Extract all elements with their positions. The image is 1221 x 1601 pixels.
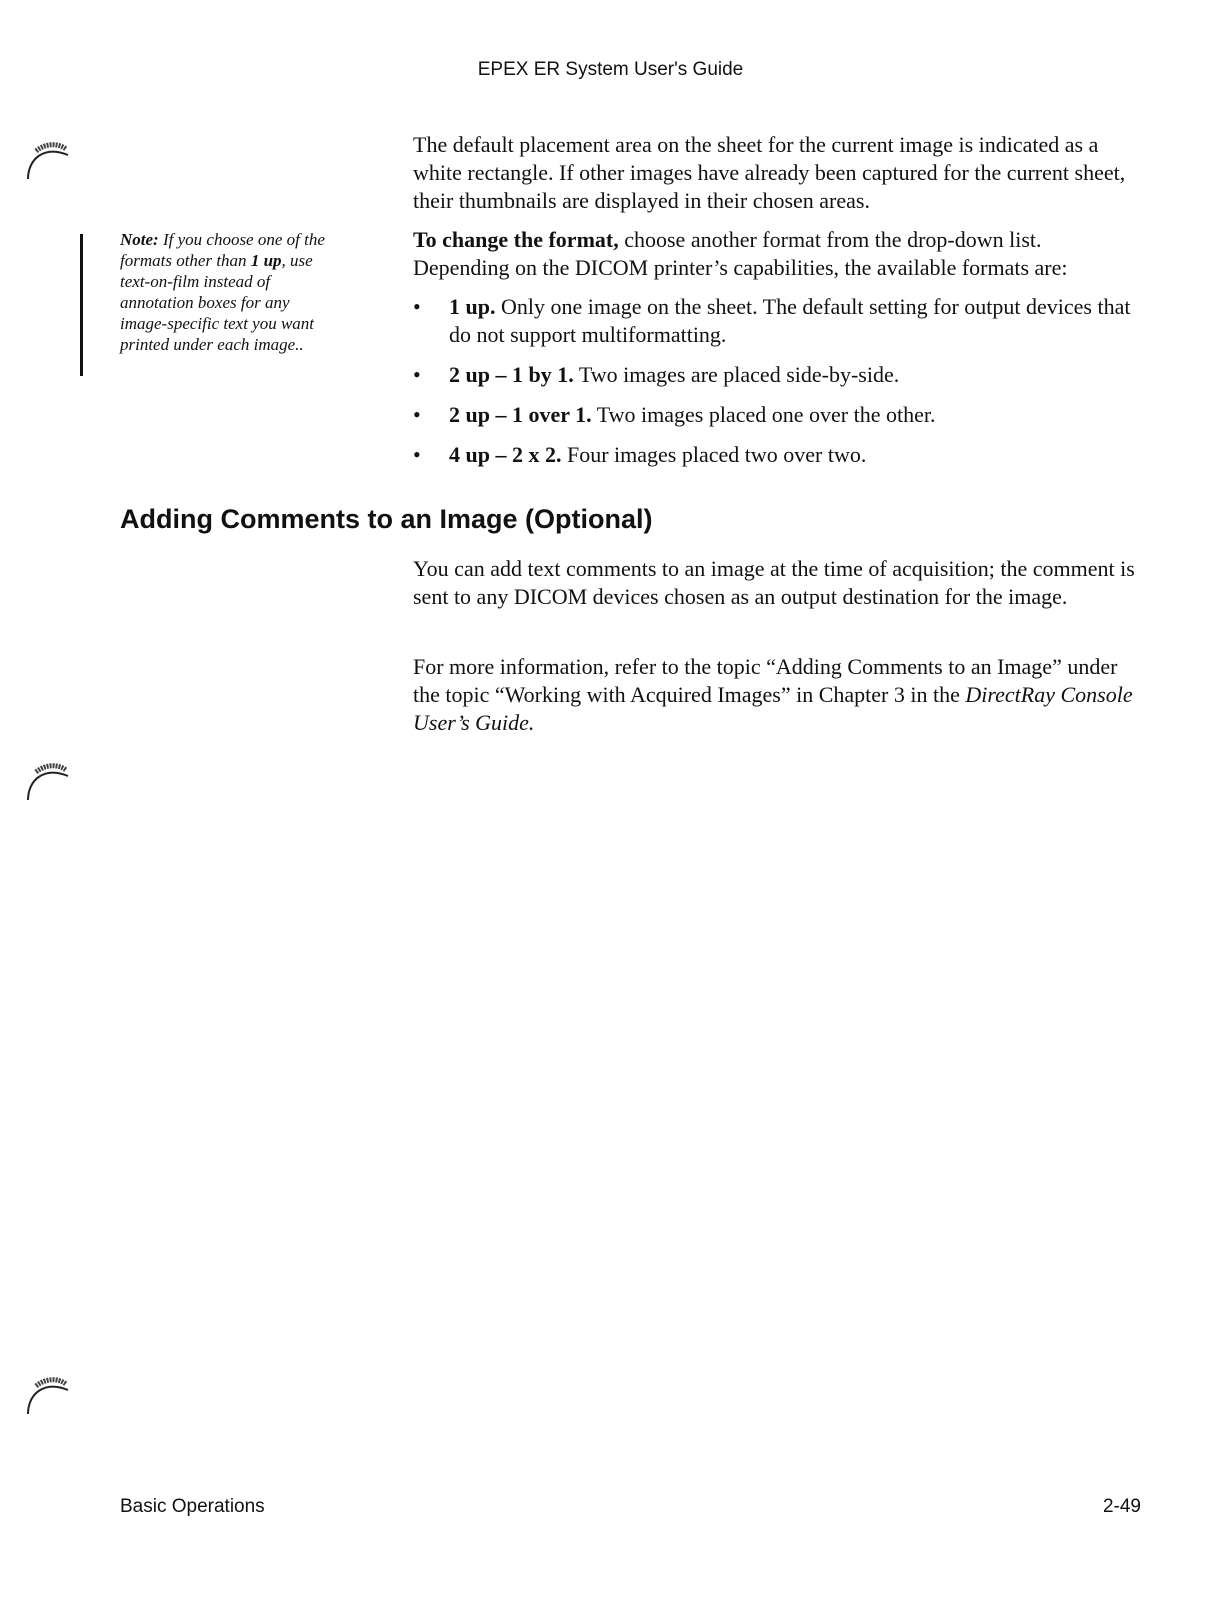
format-name: 2 up – 1 by 1. [449, 362, 574, 387]
more-info-paragraph [413, 653, 1143, 737]
change-format-paragraph [413, 226, 1143, 282]
change-bar [80, 234, 83, 376]
format-name: 2 up – 1 over 1. [449, 402, 592, 427]
bullet-icon: • [413, 442, 421, 467]
format-list-item [413, 361, 1143, 389]
running-header: EPEX ER System User's Guide [477, 59, 744, 80]
note-text-after: , use text-on-film instead of annotation boxes for any image-specific text you want printed under each image.. [120, 251, 315, 354]
punch-hole-mark-icon [22, 137, 74, 181]
change-format-body: choose another format from the drop-down list. Depending on the DICOM printer’s capabilities, the available formats are: [413, 227, 1068, 280]
format-description: Two images placed one over the other. [591, 402, 936, 427]
intro-paragraph [413, 131, 1143, 215]
format-list-item [413, 441, 1143, 469]
note-emphasis: 1 up [250, 251, 282, 270]
format-list [413, 293, 1143, 481]
section-heading: Adding Comments to an Image (Optional) [120, 504, 653, 534]
note-label: Note: [120, 230, 159, 249]
bullet-icon: • [413, 362, 421, 387]
change-format-lead: To change the format, [413, 227, 619, 252]
footer-page-number: 2-49 [1102, 1496, 1141, 1517]
side-note [120, 229, 370, 355]
comments-text: You can add text comments to an image at the time of acquisition; the comment is sent to any DICOM devices chosen as an output destination for the image. [413, 556, 1135, 609]
guide-reference: DirectRay Console User’s Guide. [413, 682, 1133, 735]
more-info-body: For more information, refer to the topic “Adding Comments to an Image” under the topic “Working with Acquired Images” in Chapter 3 in the [413, 654, 1118, 707]
note-text: If you choose one of the formats other than [120, 230, 325, 270]
format-list-item [413, 293, 1143, 349]
footer-section-name: Basic Operations [120, 1496, 265, 1517]
punch-hole-mark-icon [22, 1372, 74, 1416]
bullet-icon: • [413, 294, 421, 319]
format-description: Two images are placed side-by-side. [573, 362, 900, 387]
format-list-item [413, 401, 1143, 429]
punch-hole-mark-icon [22, 758, 74, 802]
bullet-icon: • [413, 402, 421, 427]
intro-text: The default placement area on the sheet for the current image is indicated as a white rectangle. If other images have already been captured for the current sheet, their thumbnails are displayed in their chosen areas. [413, 132, 1126, 213]
comments-paragraph [413, 555, 1143, 611]
format-description: Four images placed two over two. [561, 442, 867, 467]
more-info-text [413, 653, 1143, 737]
format-name: 1 up. [449, 294, 496, 319]
change-format-text [413, 226, 1143, 282]
format-name: 4 up – 2 x 2. [449, 442, 562, 467]
format-description: Only one image on the sheet. The default setting for output devices that do not support multiformatting. [449, 294, 1131, 347]
